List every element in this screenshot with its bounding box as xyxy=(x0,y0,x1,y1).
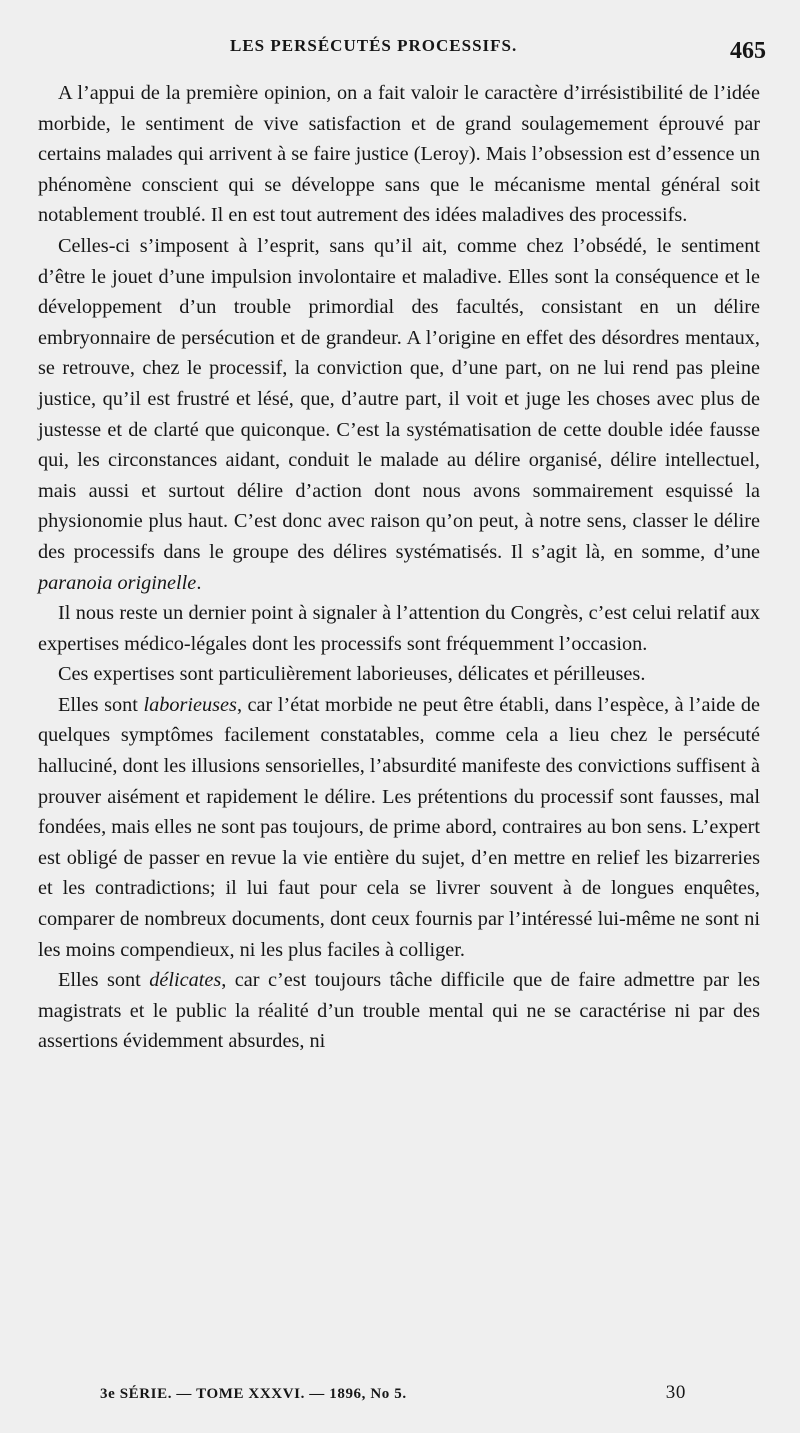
paragraph-text: Celles-ci s’imposent à l’esprit, sans qu’il ait, comme chez l’obsédé, le sentiment d’être le jouet d’une impulsion involontaire et maladive. Elles sont la conséquence et le développement d’un trouble primordial des facultés, consistant en un délire embryonnaire de persécution et de grandeur. A l’origine en effet des désordres mentaux, se retrouve, chez le processif, la conviction que, d’une part, on ne lui rend pas pleine justice, qu’il est frustré et lésé, que, d’autre part, il voit et juge les choses avec plus de justesse et de clarté que quiconque. C’est la systématisation de cette double idée fausse qui, les circonstances aidant, conduit le malade au délire organisé, délire intellectuel, mais aussi et surtout délire d’action dont nous avons sommairement esquissé la physionomie plus haut. C’est donc avec raison qu’on peut, à notre sens, classer le délire des processifs dans le groupe des délires systématisés. Il s’agit là, en somme, d’une xyxy=(38,234,760,563)
page-number: 465 xyxy=(730,38,766,64)
paragraph xyxy=(38,598,760,659)
page-footer xyxy=(100,1382,720,1416)
paragraph-text: , car l’état morbide ne peut être établi, dans l’espèce, à l’aide de quelques symptômes facilement constatables, comme cela a lieu chez le persécuté halluciné, dont les illusions sensorielles, l’absurdité manifeste des convictions suffisent à prouver aisément et rapidement le délire. Les prétentions du processif sont fausses, mal fondées, mais elles ne sont pas toujours, de prime abord, contraires au bon sens. L’expert est obligé de passer en revue la vie entière du sujet, d’en mettre en relief les bizarreries et les contradictions; il lui faut pour cela se livrer souvent à de longues enquêtes, comparer de nombreux documents, dont ceux fournis par l’intéressé lui-même ne sont ni les moins compendieux, ni les plus faciles à colliger. xyxy=(38,693,760,961)
paragraph xyxy=(38,659,760,690)
italic-term: laborieuses xyxy=(143,693,237,716)
italic-term: paranoia originelle xyxy=(38,571,197,594)
paragraph-text: Il nous reste un dernier point à signaler à l’attention du Congrès, c’est celui relatif aux expertises médico-légales dont les processifs sont fréquemment l’occasion. xyxy=(38,602,760,655)
paragraph xyxy=(38,965,760,1057)
paragraph xyxy=(38,231,760,598)
running-head: LES PERSÉCUTÉS PROCESSIFS. xyxy=(230,36,518,55)
paragraph-text: , car c’est toujours tâche difficile que de faire admettre par les magistrats et le public la réalité d’un trouble mental qui ne se caractérise ni par des assertions évidemment absurdes, ni xyxy=(38,969,760,1053)
series-info: 3e SÉRIE. — TOME XXXVI. — 1896, No 5. xyxy=(100,1386,407,1402)
paragraph-text-before: Elles sont xyxy=(58,693,144,716)
paragraph xyxy=(38,78,760,231)
body-text xyxy=(38,78,760,1057)
paragraph-text: Ces expertises sont particulièrement laborieuses, délicates et périlleuses. xyxy=(58,663,646,686)
italic-term: délicates xyxy=(149,969,222,992)
signature-mark: 30 xyxy=(665,1382,686,1403)
paragraph-text-before: Elles sont xyxy=(58,969,150,992)
paragraph xyxy=(38,690,760,965)
paragraph-end: . xyxy=(196,571,202,594)
paragraph-text: A l’appui de la première opinion, on a fait valoir le caractère d’irrésistibilité de l’idée morbide, le sentiment de vive satisfaction et de grand soulagemement éprouvé par certains malades qui arrivent à se faire justice (Leroy). Mais l’obsession est d’essence un phénomène conscient qui se développe sans que le mécanisme mental général soit notablement troublé. Il en est tout autrement des idées maladives des processifs. xyxy=(38,82,760,227)
page-header xyxy=(40,34,770,74)
